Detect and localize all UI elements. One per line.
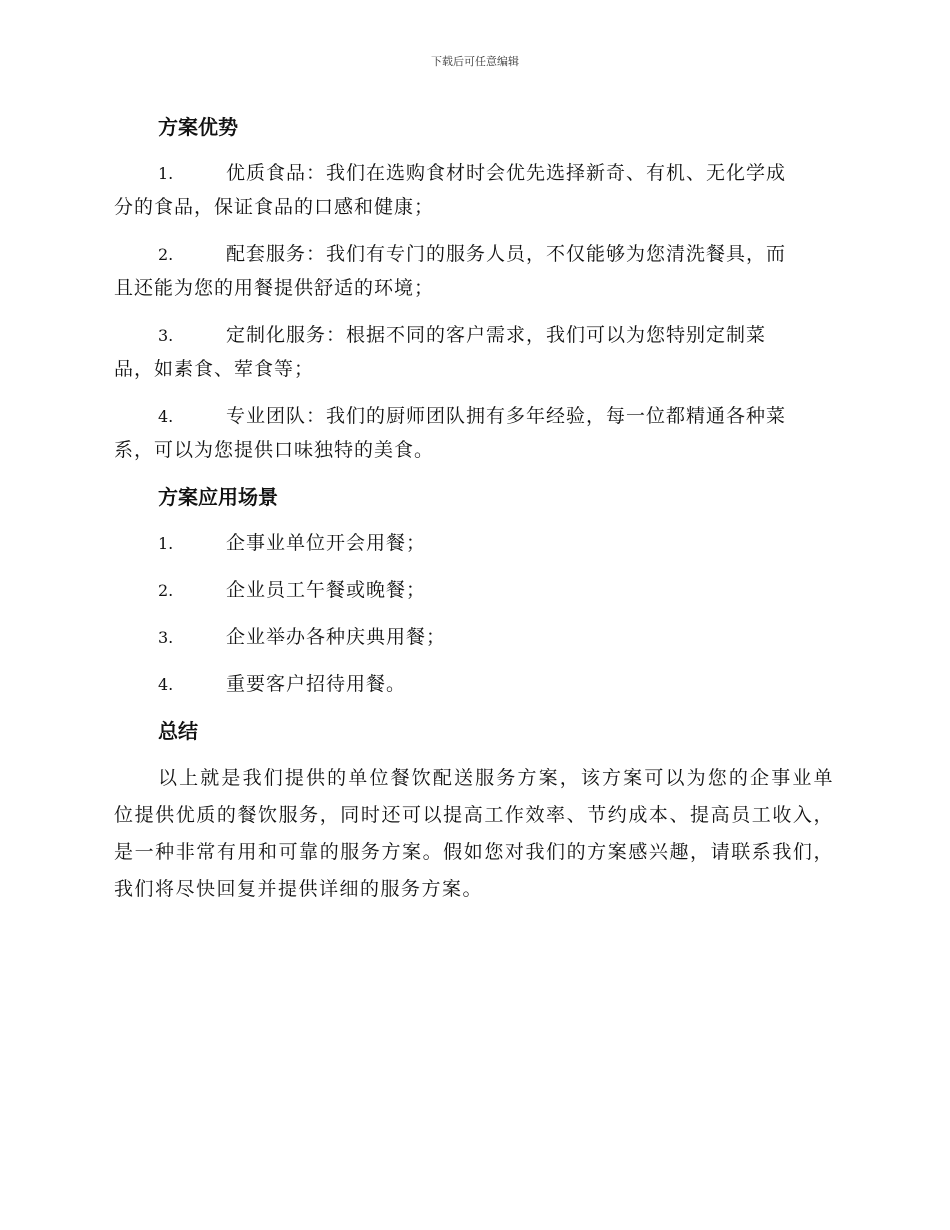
list-text: 企业举办各种庆典用餐；: [226, 626, 447, 648]
list-text: 企业员工午餐或晚餐；: [226, 579, 427, 601]
list-number: 4.: [158, 407, 174, 426]
list-item: [114, 156, 834, 224]
list-item: [114, 667, 834, 701]
summary-paragraph: 以上就是我们提供的单位餐饮配送服务方案，该方案可以为您的企事业单位提供优质的餐饮服务，同时还可以提高工作效率、节约成本、提高员工收入，是一种非常有用和可靠的服务方案。假如您对我们的方案感兴趣，请联系我们，我们将尽快回复并提供详细的服务方案。: [114, 767, 834, 900]
list-text-continued: 分的食品，保证食品的口感和健康；: [114, 196, 435, 218]
list-text-continued: 且还能为您的用餐提供舒适的环境；: [114, 277, 435, 299]
list-number: 4.: [158, 675, 174, 694]
list-text: 重要客户招待用餐。: [226, 673, 407, 695]
list-item: [114, 620, 834, 654]
list-text-continued: 品，如素食、荤食等；: [114, 358, 315, 380]
section-title-summary: 总结: [158, 719, 198, 743]
list-item: [114, 399, 834, 467]
list-text: 企事业单位开会用餐；: [226, 532, 427, 554]
list-number: 2.: [158, 581, 174, 600]
list-number: 2.: [158, 245, 174, 264]
list-item: [114, 237, 834, 305]
list-number: 3.: [158, 326, 174, 345]
list-text: 专业团队：我们的厨师团队拥有多年经验，每一位都精通各种菜: [226, 405, 787, 427]
list-number: 1.: [158, 164, 174, 183]
list-item: [114, 526, 834, 560]
list-text: 优质食品：我们在选购食材时会优先选择新奇、有机、无化学成: [226, 162, 787, 184]
section-title-advantages: 方案优势: [158, 115, 238, 139]
page-header: 下载后可任意编辑: [431, 55, 519, 68]
list-number: 1.: [158, 534, 174, 553]
list-text-continued: 系，可以为您提供口味独特的美食。: [114, 439, 435, 461]
list-number: 3.: [158, 628, 174, 647]
list-item: [114, 573, 834, 607]
list-text: 配套服务：我们有专门的服务人员，不仅能够为您清洗餐具，而: [226, 243, 787, 265]
list-item: [114, 318, 834, 386]
document-body: [114, 110, 834, 908]
list-text: 定制化服务：根据不同的客户需求，我们可以为您特别定制菜: [226, 324, 767, 346]
section-title-scenarios: 方案应用场景: [158, 485, 278, 509]
